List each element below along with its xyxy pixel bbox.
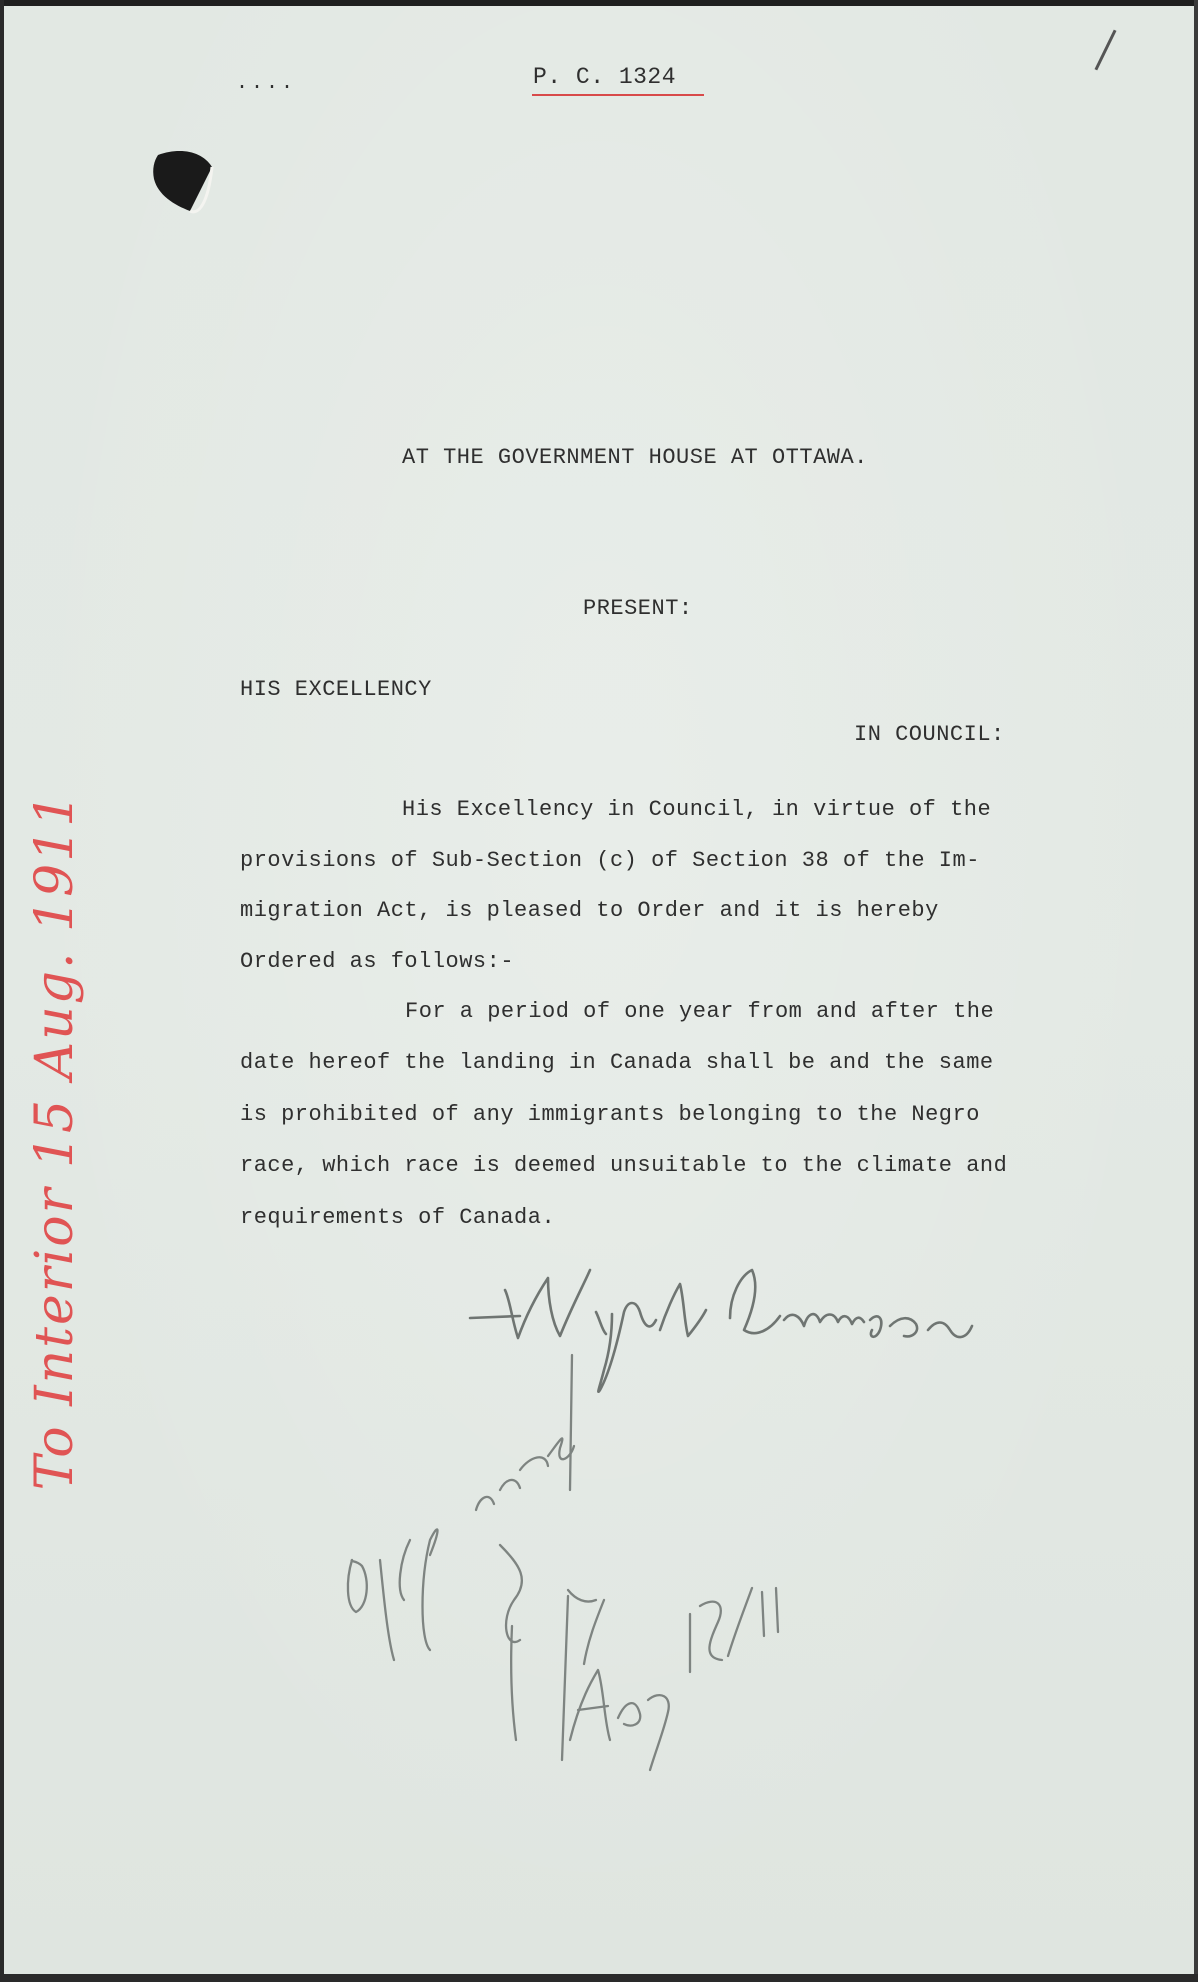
body-line: For a period of one year from and after the [405, 999, 995, 1024]
body-line: requirements of Canada. [240, 1205, 556, 1230]
body-line: date hereof the landing in Canada shall be and the same [240, 1050, 994, 1075]
body-line: is prohibited of any immigrants belonging to the Negro [240, 1102, 980, 1127]
header-dots: .... [236, 72, 297, 95]
in-council-line: IN COUNCIL: [854, 722, 1005, 747]
body-line: His Excellency in Council, in virtue of the [402, 797, 992, 822]
body-line: race, which race is deemed unsuitable to the climate and [240, 1153, 1008, 1178]
present-heading: PRESENT: [583, 596, 693, 621]
excellency-line: HIS EXCELLENCY [240, 677, 432, 702]
body-line: migration Act, is pleased to Order and it is hereby [240, 898, 939, 923]
file-number: P. C. 1324 [533, 64, 677, 90]
body-line: Ordered as follows:- [240, 949, 515, 974]
location-heading: AT THE GOVERNMENT HOUSE AT OTTAWA. [402, 445, 868, 470]
approval-pencil-note [348, 1355, 778, 1770]
signature-wilfrid-laurier [470, 1270, 972, 1392]
margin-note-red: To Interior 15 Aug. 1911 [25, 791, 85, 1491]
body-line: provisions of Sub-Section (c) of Section 38 of the Im- [240, 848, 980, 873]
